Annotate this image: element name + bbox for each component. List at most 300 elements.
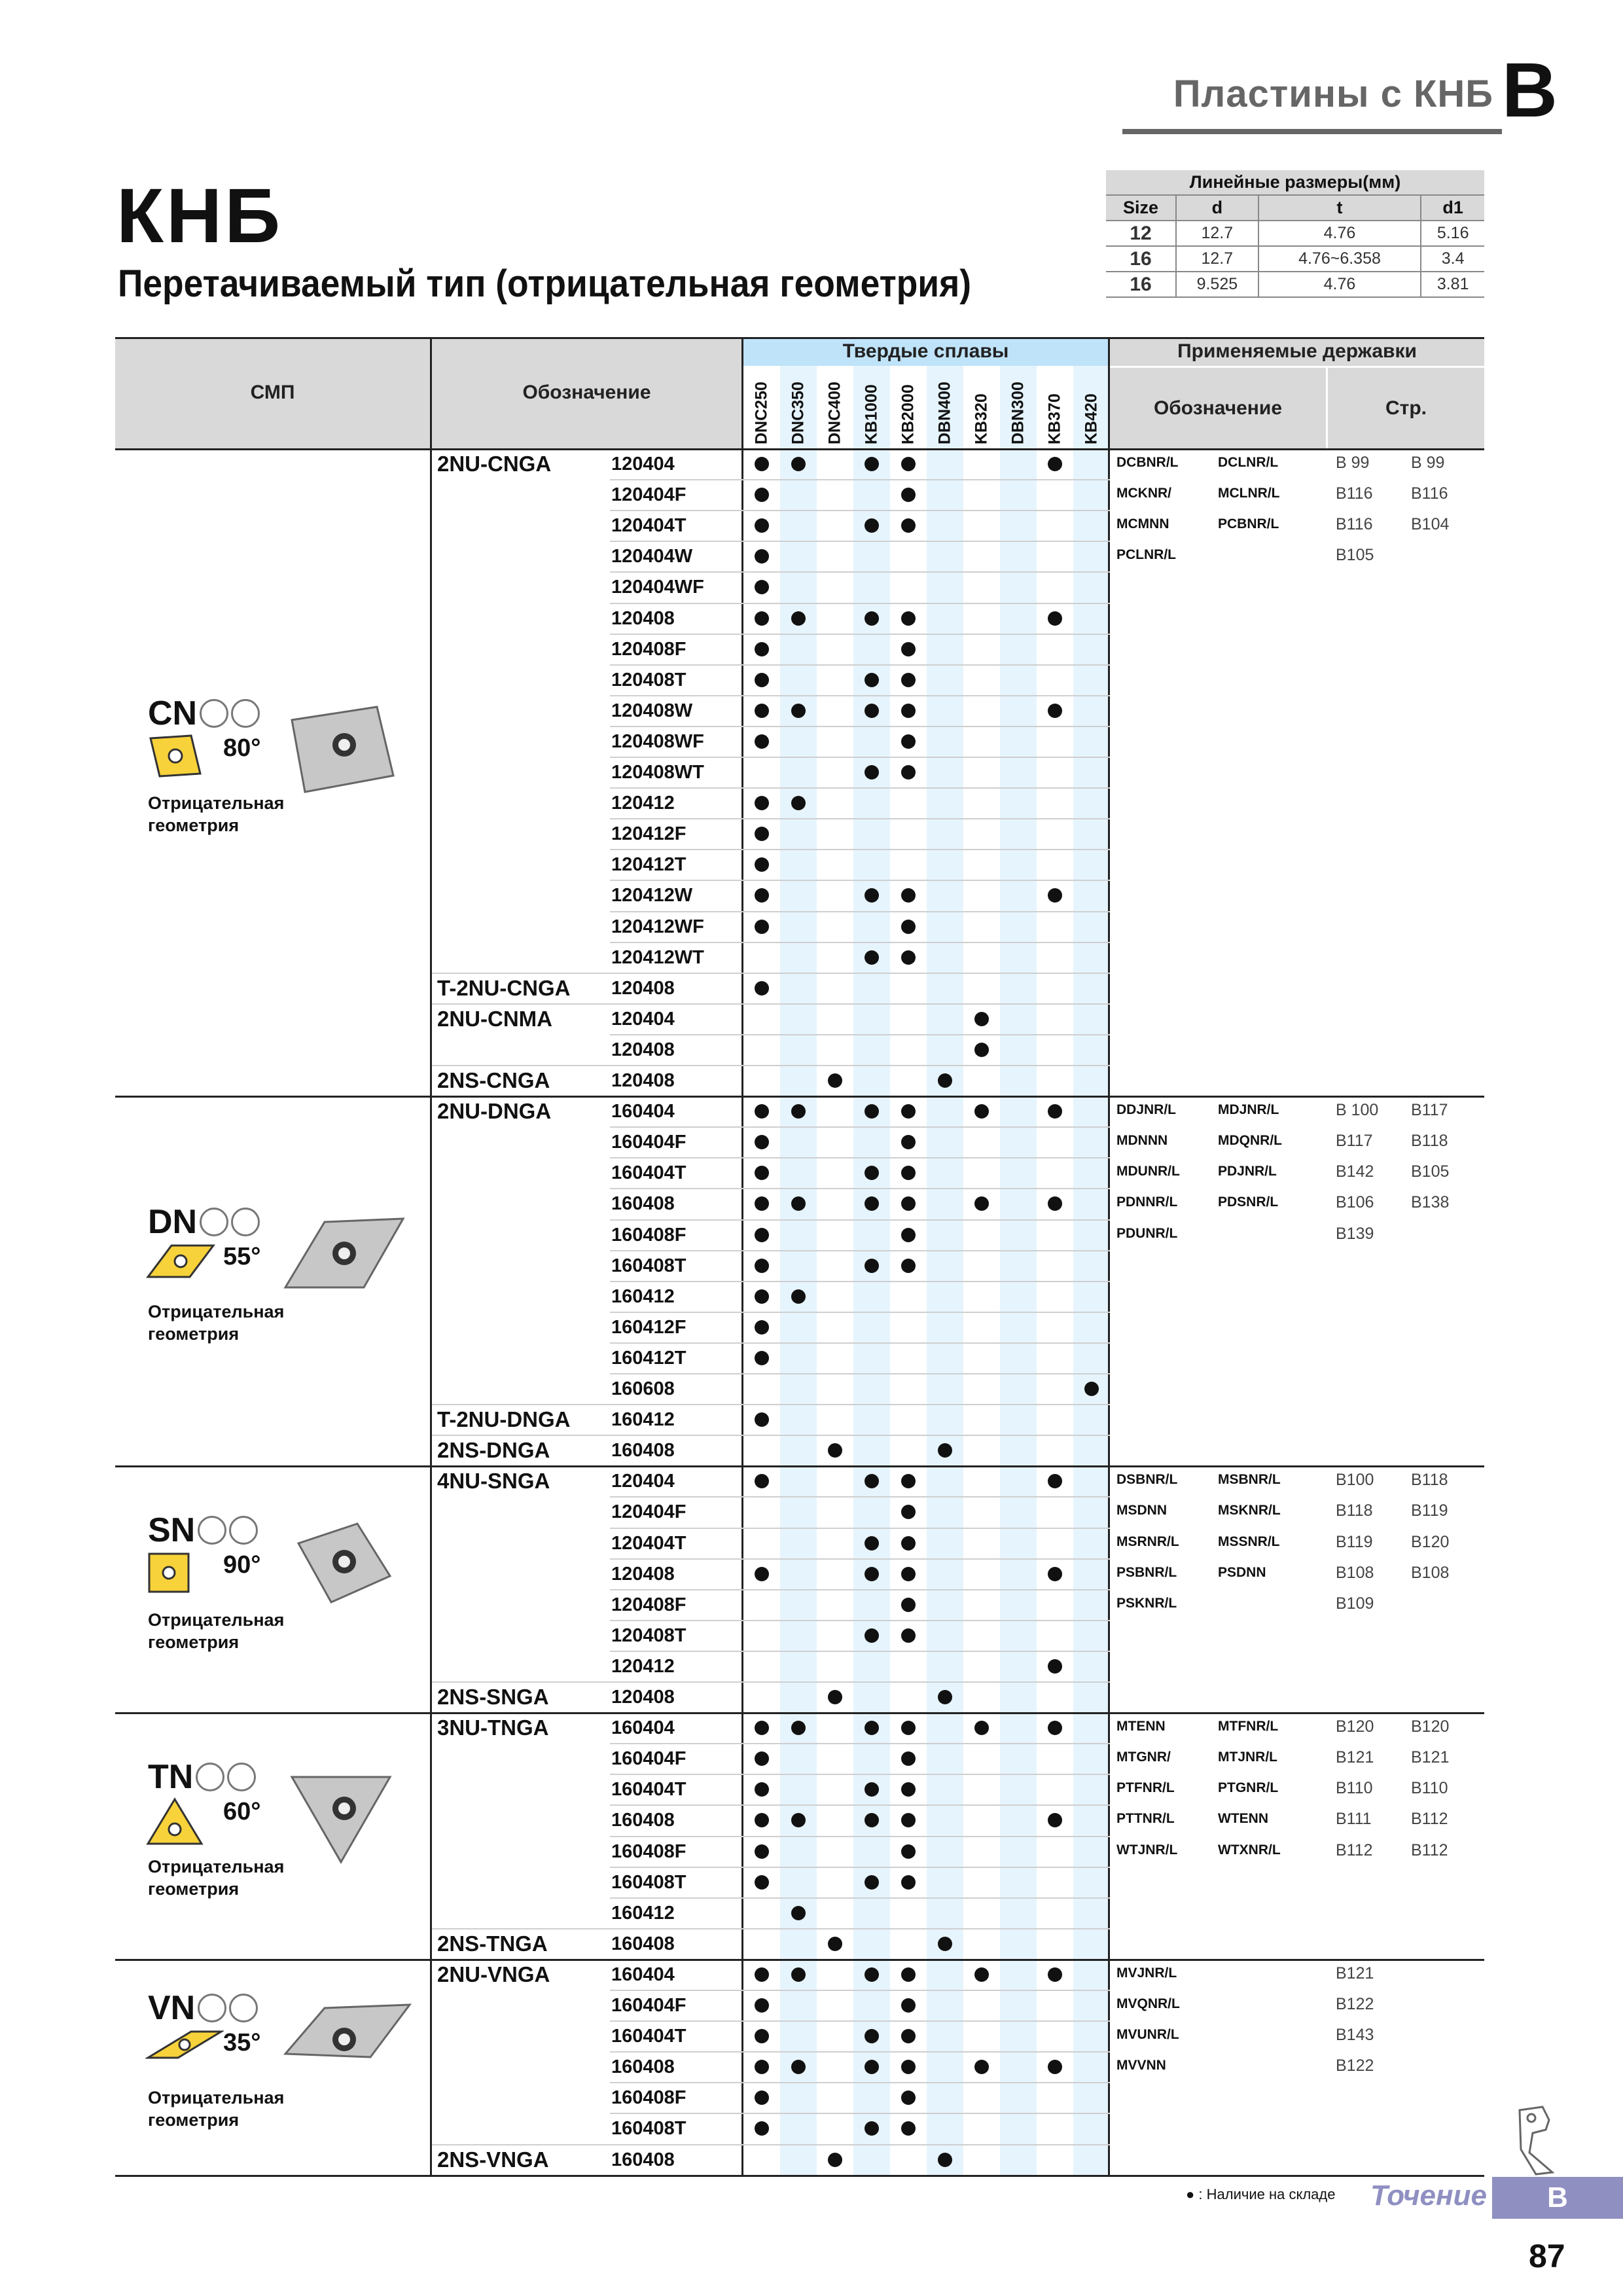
placeholder-circle-icon [229, 1994, 258, 2022]
grade-label: KB320 [972, 393, 991, 444]
holder-code: MSSNR/L [1218, 1534, 1280, 1549]
designation: 2NU-CNMA [437, 1006, 552, 1031]
holder-page: B100 [1336, 1471, 1374, 1490]
insert-code: 160404T [611, 2026, 687, 2047]
row-rule [610, 1250, 1110, 1251]
holder-page: B106 [1336, 1193, 1374, 1212]
page-title: КНБ [116, 173, 283, 259]
stock-dot [901, 1998, 916, 2013]
group-rule [115, 2175, 1484, 2177]
holder-page: B119 [1336, 1532, 1373, 1551]
row-rule [610, 510, 1110, 511]
placeholder-circle-icon [198, 1994, 226, 2022]
designation: 2NS-SNGA [437, 1685, 549, 1709]
row-rule [610, 1774, 1110, 1775]
row-rule [610, 1373, 1110, 1374]
row-rule [610, 571, 1110, 573]
stock-dot [901, 457, 916, 471]
stock-dot [791, 1104, 806, 1119]
grade-label: KB420 [1082, 393, 1101, 444]
designation: 2NU-CNGA [437, 452, 552, 476]
stock-dot [865, 673, 879, 687]
insert-shape-name [148, 1511, 258, 1550]
insert-shape-code: TN [148, 1757, 194, 1796]
row-rule [610, 664, 1110, 666]
insert-code: 120404T [611, 515, 687, 537]
holder-code: MSKNR/L [1218, 1503, 1281, 1518]
holder-code: DCBNR/L [1116, 455, 1179, 470]
insert-code: 120404 [611, 1008, 675, 1030]
holder-code: WTJNR/L [1116, 1842, 1178, 1857]
row-rule [610, 942, 1110, 943]
insert-shape-name [148, 1757, 256, 1797]
stock-dot [755, 920, 769, 934]
row-rule [610, 1188, 1110, 1189]
holder-code: PCLNR/L [1116, 547, 1176, 563]
insert-code: 120404T [611, 1532, 687, 1554]
stock-dot [791, 1289, 806, 1304]
stock-dot [865, 765, 879, 780]
stock-dot [865, 611, 879, 626]
row-rule [432, 1681, 1110, 1683]
stock-dot [938, 2153, 952, 2167]
holder-code: MDNNN [1116, 1133, 1168, 1149]
insert-code: 160412 [611, 1409, 675, 1431]
dims-col-d: d [1176, 195, 1258, 221]
holder-page: B118 [1336, 1501, 1373, 1520]
insert-code: 160408F [611, 1840, 687, 1862]
stock-dot [901, 1628, 916, 1643]
row-rule [610, 541, 1110, 542]
insert-code: 120408T [611, 669, 687, 691]
insert-code: 160412F [611, 1316, 687, 1338]
header-holders: Применяемые державки [1110, 337, 1484, 366]
stock-dot [755, 1320, 769, 1335]
insert-code: 120408 [611, 1563, 675, 1585]
grade-label: KB370 [1045, 393, 1064, 444]
insert-angle: 55° [223, 1242, 261, 1270]
header-designation: Обозначение [432, 337, 741, 448]
stock-dot [974, 1721, 989, 1735]
insert-shape-code: DN [148, 1202, 198, 1241]
stock-dot [901, 1844, 916, 1859]
insert-angle: 80° [223, 734, 261, 762]
stock-dot [865, 704, 879, 718]
insert-shape-icon [145, 733, 204, 782]
holder-page: B143 [1336, 2026, 1374, 2045]
holder-code: MTGNR/ [1116, 1749, 1171, 1765]
grade-label: DBN400 [935, 382, 954, 444]
stock-dot [755, 611, 769, 626]
column-divider [430, 337, 432, 2175]
stock-dot [755, 734, 769, 749]
group-rule [115, 1959, 1484, 1961]
grade-label: DNC250 [752, 382, 771, 444]
holder-page: B117 [1411, 1101, 1448, 1120]
holder-page: B105 [1411, 1162, 1450, 1181]
insert-code: 160408T [611, 1871, 687, 1893]
row-rule [610, 757, 1110, 758]
holder-code: PSDNN [1218, 1564, 1266, 1580]
holder-page: B121 [1336, 1964, 1374, 1982]
stock-dot [791, 796, 806, 810]
dims-cell: 4.76 [1258, 272, 1421, 297]
holder-page: B120 [1411, 1717, 1450, 1736]
header-smp: СМП [115, 337, 430, 448]
holder-code: PSBNR/L [1116, 1564, 1177, 1580]
holder-page: B104 [1411, 515, 1450, 534]
stock-dot [755, 1875, 769, 1890]
stock-dot [791, 611, 806, 626]
insert-code: 160408 [611, 2149, 675, 2170]
stock-dot [938, 1073, 952, 1088]
row-rule [432, 1065, 1110, 1066]
section-letter: B [1501, 47, 1558, 134]
grade-column-bg [1037, 366, 1073, 2175]
grade-label: DBN300 [1008, 382, 1027, 444]
group-rule [115, 1465, 1484, 1467]
row-rule [610, 634, 1110, 635]
stock-dot [974, 1967, 989, 1982]
insert-code: 120412 [611, 793, 675, 814]
holder-page: B138 [1411, 1193, 1450, 1212]
dims-cell: 16 [1106, 272, 1176, 297]
row-rule [610, 1743, 1110, 1744]
holder-page: B 100 [1336, 1101, 1379, 1120]
placeholder-circle-icon [200, 1208, 228, 1236]
row-rule [610, 1897, 1110, 1899]
row-rule [610, 880, 1110, 881]
stock-dot [791, 457, 806, 471]
insert-code: 160404 [611, 1964, 675, 1985]
dims-cell: 12.7 [1176, 246, 1258, 272]
stock-dot [865, 1536, 879, 1551]
holder-code: MCLNR/L [1218, 486, 1280, 501]
insert-table [115, 337, 1484, 2175]
holder-code: DSBNR/L [1116, 1472, 1178, 1488]
stock-dot [1048, 1659, 1062, 1674]
holder-code: MSBNR/L [1218, 1472, 1281, 1488]
geometry-note-line: геометрия [148, 815, 240, 835]
row-rule [432, 1003, 1110, 1005]
geometry-note-line: геометрия [148, 2109, 240, 2130]
grade-column-bg [927, 366, 963, 2175]
holder-page: B 99 [1336, 454, 1370, 472]
holder-code: PDUNR/L [1116, 1225, 1178, 1241]
stock-dot [901, 1875, 916, 1890]
stock-legend: ● : Наличие на складе [1186, 2186, 1336, 2202]
header-grades: Твердые сплавы [743, 337, 1108, 366]
insert-code: 160408 [611, 1810, 675, 1831]
insert-code: 120408 [611, 607, 675, 629]
row-rule [610, 726, 1110, 727]
holder-page: B118 [1411, 1132, 1448, 1151]
insert-code: 120404F [611, 484, 687, 506]
insert-shape-icon [145, 1550, 195, 1599]
holder-page: B 99 [1411, 454, 1445, 472]
stock-dot [901, 1104, 916, 1119]
row-rule [610, 1651, 1110, 1652]
section-title: Пластины с КНБ [1173, 73, 1493, 115]
stock-dot [755, 457, 769, 471]
stock-dot [1084, 1382, 1099, 1396]
stock-dot [1048, 1104, 1062, 1119]
insert-photo [279, 1517, 416, 1625]
stock-dot [1048, 611, 1062, 626]
row-rule [610, 2020, 1110, 2022]
stock-dot [901, 1967, 916, 1982]
geometry-note-line: геометрия [148, 1632, 240, 1652]
holder-code: PTTNR/L [1116, 1811, 1175, 1827]
holder-code: MCMNN [1116, 516, 1169, 532]
insert-code: 160408 [611, 1440, 675, 1462]
designation: 4NU-SNGA [437, 1469, 550, 1494]
header-rule [1122, 129, 1502, 134]
insert-code: 120408W [611, 700, 693, 721]
holder-code: PDJNR/L [1218, 1164, 1277, 1179]
row-rule [610, 479, 1110, 480]
holder-page: B139 [1336, 1224, 1374, 1243]
row-rule [610, 1126, 1110, 1128]
stock-dot [865, 1628, 879, 1643]
stock-dot [755, 1351, 769, 1365]
grade-label: KB1000 [862, 384, 881, 444]
row-rule [610, 849, 1110, 850]
insert-code: 120412 [611, 1655, 675, 1677]
holder-code: PCBNR/L [1218, 516, 1279, 532]
column-divider [741, 337, 743, 2175]
row-rule [432, 1928, 1110, 1929]
geometry-note-line: геометрия [148, 1323, 240, 1344]
placeholder-circle-icon [198, 1516, 226, 1545]
stock-dot [865, 1721, 879, 1735]
insert-photo [279, 1764, 416, 1872]
stock-dot [1048, 704, 1062, 718]
insert-photo [279, 1209, 416, 1317]
geometry-note-line: Отрицательная [148, 1609, 285, 1630]
insert-geometry-note [148, 1300, 284, 1345]
section-tab: B [1492, 2177, 1623, 2219]
holder-code: PSKNR/L [1116, 1595, 1177, 1611]
holder-page: B110 [1411, 1779, 1448, 1798]
stock-dot [755, 796, 769, 810]
insert-code: 160408F [611, 1224, 687, 1246]
stock-dot [828, 1073, 842, 1088]
stock-dot [791, 1906, 806, 1920]
insert-shape-name [148, 694, 260, 733]
stock-dot [755, 1259, 769, 1273]
row-rule [610, 1589, 1110, 1590]
designation: 2NS-DNGA [437, 1438, 550, 1463]
holder-code: MDQNR/L [1218, 1133, 1282, 1149]
holder-page: B120 [1411, 1532, 1450, 1551]
dims-cell: 9.525 [1176, 272, 1258, 297]
insert-code: 160404T [611, 1779, 687, 1801]
insert-code: 160408 [611, 1933, 675, 1954]
insert-code: 120408 [611, 1039, 675, 1060]
row-rule [610, 2113, 1110, 2114]
insert-photo [279, 1995, 416, 2103]
row-rule [432, 973, 1110, 974]
holder-page: B119 [1411, 1501, 1448, 1520]
insert-code: 160408T [611, 2118, 687, 2140]
insert-angle: 90° [223, 1551, 261, 1579]
stock-dot [755, 1289, 769, 1304]
holder-code: DCLNR/L [1218, 455, 1279, 470]
holder-page: B111 [1336, 1810, 1372, 1829]
stock-dot [1048, 1967, 1062, 1982]
stock-dot [865, 1967, 879, 1982]
row-rule [610, 1620, 1110, 1621]
turning-tool-icon [1513, 2104, 1572, 2176]
insert-code: 120408 [611, 1687, 675, 1708]
holder-code: MTENN [1116, 1719, 1166, 1734]
grade-label: DNC350 [789, 382, 808, 444]
stock-dot [755, 1104, 769, 1119]
placeholder-circle-icon [231, 1208, 260, 1236]
dims-col-t: t [1258, 195, 1421, 221]
row-rule [610, 1034, 1110, 1035]
stock-dot [974, 1012, 989, 1026]
row-rule [610, 1990, 1110, 1991]
holder-code: PTGNR/L [1218, 1780, 1279, 1796]
holder-page: B121 [1411, 1748, 1450, 1767]
header-holders-page: Стр. [1328, 368, 1484, 448]
stock-dot [755, 1228, 769, 1242]
insert-code: 160404T [611, 1162, 687, 1184]
insert-code: 120408WT [611, 762, 704, 783]
stock-dot [901, 1536, 916, 1551]
stock-dot [755, 642, 769, 656]
holder-page: B116 [1336, 484, 1373, 503]
holder-page: B122 [1336, 2056, 1374, 2075]
grade-column-bg [1073, 366, 1110, 2175]
stock-dot [901, 1721, 916, 1735]
page-subtitle: Перетачиваемый тип (отрицательная геометрия) [118, 262, 972, 305]
holder-code: MVVNN [1116, 2058, 1166, 2073]
holder-page: B118 [1411, 1471, 1448, 1490]
holder-code: MSRNR/L [1116, 1534, 1179, 1549]
stock-dot [755, 673, 769, 687]
stock-dot [1048, 457, 1062, 471]
designation: 3NU-TNGA [437, 1715, 549, 1740]
stock-dot [938, 1937, 952, 1951]
row-rule [610, 1219, 1110, 1221]
dims-cell: 3.4 [1421, 246, 1484, 272]
stock-dot [1048, 1721, 1062, 1735]
grade-label: DNC400 [825, 382, 844, 444]
insert-angle: 60° [223, 1797, 261, 1825]
stock-dot [1048, 1567, 1062, 1581]
insert-code: 120408F [611, 1594, 687, 1615]
row-rule [610, 2082, 1110, 2083]
insert-shape-icon [145, 2028, 224, 2065]
stock-dot [865, 2029, 879, 2043]
holder-code: MTFNR/L [1218, 1719, 1279, 1734]
stock-dot [755, 488, 769, 502]
stock-dot [865, 1259, 879, 1273]
stock-dot [865, 1104, 879, 1119]
grade-label: KB2000 [899, 384, 918, 444]
insert-geometry-note [148, 2087, 284, 2131]
stock-dot [901, 642, 916, 656]
holder-code: MVUNR/L [1116, 2027, 1179, 2043]
stock-dot [865, 1875, 879, 1890]
insert-code: 120412W [611, 885, 693, 906]
dimensions-table [1106, 170, 1484, 298]
stock-dot [901, 488, 916, 502]
holder-page: B112 [1411, 1840, 1448, 1859]
stock-dot [828, 2153, 842, 2167]
holder-page: B116 [1336, 515, 1373, 534]
stock-dot [901, 611, 916, 626]
stock-dot [901, 2029, 916, 2043]
insert-code: 120404 [611, 1471, 675, 1492]
stock-dot [974, 1104, 989, 1119]
insert-code: 160408F [611, 2087, 687, 2109]
insert-code: 160404 [611, 1717, 675, 1739]
holder-page: B105 [1336, 546, 1374, 565]
holder-page: B122 [1336, 1995, 1374, 2013]
dims-cell: 16 [1106, 246, 1176, 272]
holder-page: B108 [1336, 1563, 1374, 1582]
holder-page: B112 [1411, 1810, 1448, 1829]
row-rule [610, 603, 1110, 604]
holder-page: B120 [1336, 1717, 1374, 1736]
row-rule [432, 2144, 1110, 2145]
row-rule [610, 787, 1110, 789]
insert-shape-name [148, 1988, 258, 2028]
insert-code: 120408F [611, 638, 687, 660]
group-rule [115, 1096, 1484, 1098]
row-rule [610, 1804, 1110, 1806]
insert-code: 160608 [611, 1378, 675, 1399]
designation: 2NS-CNGA [437, 1068, 550, 1092]
holder-page: B109 [1336, 1594, 1374, 1613]
dims-caption: Линейные размеры(мм) [1106, 170, 1484, 195]
insert-code: 160404 [611, 1101, 675, 1122]
page-number: 87 [1529, 2238, 1565, 2274]
insert-code: 160412 [611, 1285, 675, 1307]
dims-cell: 4.76~6.358 [1258, 246, 1421, 272]
insert-geometry-note [148, 1609, 284, 1653]
dims-cell: 3.81 [1421, 272, 1484, 297]
geometry-note-line: Отрицательная [148, 2087, 285, 2108]
designation: 2NU-VNGA [437, 1962, 550, 1986]
row-rule [610, 1558, 1110, 1560]
insert-code: 120412T [611, 854, 687, 876]
insert-code: 120404F [611, 1501, 687, 1523]
holder-code: MVQNR/L [1116, 1996, 1180, 2011]
stock-dot [791, 1721, 806, 1735]
row-rule [610, 1836, 1110, 1837]
stock-dot [755, 1412, 769, 1427]
insert-photo [279, 700, 416, 808]
insert-code: 160404F [611, 1995, 687, 2016]
row-rule [610, 1312, 1110, 1313]
geometry-note-line: Отрицательная [148, 1856, 285, 1876]
header-holders-designation: Обозначение [1110, 368, 1326, 448]
holder-code: MSDNN [1116, 1503, 1167, 1518]
designation: T-2NU-CNGA [437, 975, 571, 1000]
row-rule [610, 818, 1110, 819]
insert-code: 120412F [611, 823, 687, 845]
stock-dot [974, 1043, 989, 1057]
stock-dot [828, 1690, 842, 1704]
row-rule [610, 1867, 1110, 1868]
stock-dot [755, 1721, 769, 1735]
insert-code: 160408 [611, 1193, 675, 1215]
